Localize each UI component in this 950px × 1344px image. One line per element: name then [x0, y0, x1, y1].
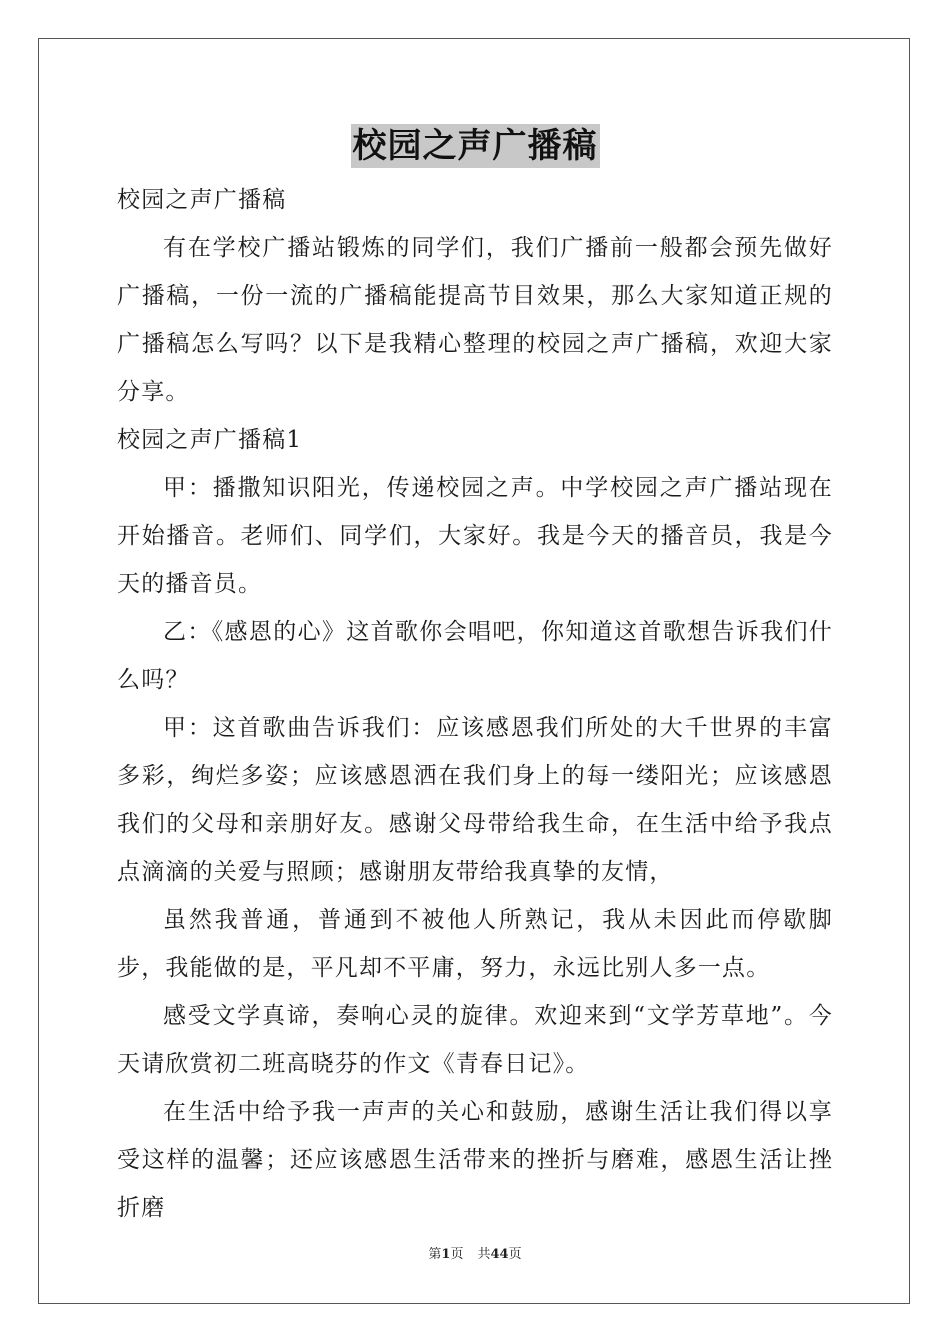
subtitle-line: 校园之声广播稿	[117, 187, 287, 213]
body-paragraph: 乙：《感恩的心》这首歌你会唱吧，你知道这首歌想告诉我们什么吗？	[117, 619, 833, 693]
page-suffix: 页	[450, 1247, 464, 1262]
body-paragraph: 甲：播撒知识阳光，传递校园之声。中学校园之声广播站现在开始播音。老师们、同学们，大家好。我是今天的播音员，我是今天的播音员。	[117, 475, 833, 597]
body-paragraph: 在生活中给予我一声声的关心和鼓励，感谢生活让我们得以享受这样的温馨；还应该感恩生活带来的挫折与磨难，感恩生活让挫折磨	[117, 1099, 833, 1221]
document-body	[117, 176, 833, 1232]
document-title: 校园之声广播稿	[352, 126, 598, 166]
page-total: 44	[490, 1247, 509, 1262]
body-paragraph: 甲：这首歌曲告诉我们：应该感恩我们所处的大千世界的丰富多彩，绚烂多姿；应该感恩洒在我们身上的每一缕阳光；应该感恩我们的父母和亲朋好友。感谢父母带给我生命，在生活中给予我点点滴滴的关爱与照顾；感谢朋友带给我真挚的友情，	[117, 715, 833, 885]
page-footer	[0, 1246, 950, 1264]
page-current: 1	[441, 1247, 451, 1262]
body-paragraph: 感受文学真谛，奏响心灵的旋律。欢迎来到“文学芳草地”。今天请欣赏初二班高晓芬的作文《青春日记》。	[117, 1003, 833, 1077]
title-area	[0, 124, 950, 168]
total-suffix: 页	[508, 1247, 522, 1262]
body-paragraph: 虽然我普通，普通到不被他人所熟记，我从未因此而停歇脚步，我能做的是，平凡却不平庸，努力，永远比别人多一点。	[117, 907, 833, 981]
page-prefix: 第	[428, 1247, 442, 1262]
total-prefix: 共	[477, 1247, 491, 1262]
section-heading: 校园之声广播稿1	[117, 427, 303, 453]
intro-paragraph: 有在学校广播站锻炼的同学们，我们广播前一般都会预先做好广播稿，一份一流的广播稿能提高节目效果，那么大家知道正规的广播稿怎么写吗？以下是我精心整理的校园之声广播稿，欢迎大家分享。	[117, 235, 833, 405]
